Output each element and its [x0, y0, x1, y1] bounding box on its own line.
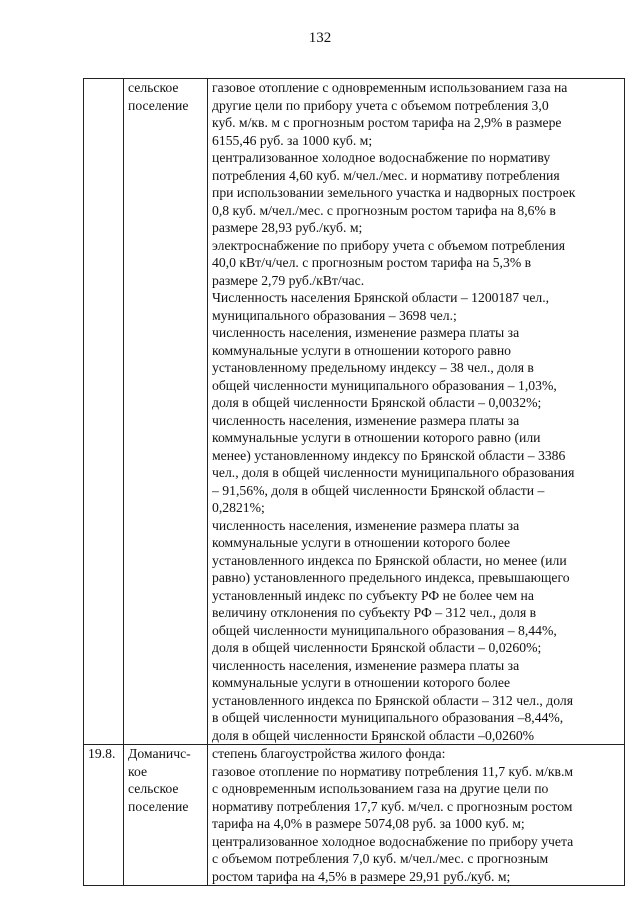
description-line: 6155,46 руб. за 1000 куб. м;: [212, 132, 373, 148]
settlement-name-cell: [124, 79, 208, 745]
description-line: газовое отопление с одновременным использованием газа на: [212, 80, 568, 95]
table-body: [84, 79, 625, 886]
description-cell: [208, 79, 625, 745]
row-number-cell: [84, 79, 124, 745]
settlement-name-cell: [124, 745, 208, 886]
description-line: равно) установленного предельного индекса, превышающего: [212, 570, 570, 585]
description-line: газовое отопление по нормативу потребления 11,7 куб. м/кв.м: [212, 763, 574, 779]
description-line: численность населения, изменение размера платы за: [212, 517, 520, 533]
description-line: коммунальные услуги в отношении которого более: [212, 675, 511, 690]
description-line: с объемом потребления 7,0 куб. м/чел./мес. с прогнозным: [212, 851, 549, 866]
description-line: при использовании земельного участка и надворных построек: [212, 185, 576, 200]
description-line: 0,2821%;: [212, 500, 265, 515]
page-number: 132: [308, 30, 332, 46]
description-line: численность населения, изменение размера платы за: [212, 412, 520, 428]
description-line: коммунальные услуги в отношении которого более: [212, 535, 511, 550]
description-line: установленного индекса по Брянской области, но менее (или: [212, 552, 567, 568]
description-line: установленный индекс по субъекту РФ не более чем на: [212, 587, 534, 603]
description-line: численность населения, изменение размера платы за: [212, 657, 520, 673]
description-line: установленного индекса по Брянской области – 312 чел., доля: [212, 692, 574, 708]
description-line: коммунальные услуги в отношении которого равно: [212, 342, 512, 358]
description-line: куб. м/кв. м с прогнозным ростом тарифа на 2,9% в размере: [212, 115, 562, 130]
description-line: общей численности муниципального образования – 8,44%,: [212, 622, 557, 638]
description-line: доля в общей численности Брянской области – 0,0032%;: [212, 395, 542, 410]
description-line: чел., доля в общей численности муниципального образования: [212, 465, 575, 480]
description-line: установленному предельному индексу – 38 чел., доля в: [212, 360, 534, 375]
description-line: Численность населения Брянской области – 1200187 чел.,: [212, 290, 550, 305]
document-table: [83, 78, 625, 886]
description-line: с одновременным использованием газа на другие цели по: [212, 781, 549, 796]
description-line: централизованное холодное водоснабжение по нормативу: [212, 150, 551, 165]
description-line: степень благоустройства жилого фонда:: [212, 746, 446, 761]
description-line: в общей численности муниципального образования –8,44%,: [212, 710, 564, 725]
description-line: размере 28,93 руб./куб. м;: [212, 220, 363, 235]
description-line: величину отклонения по субъекту РФ – 312 чел., доля в: [212, 605, 537, 620]
description-line: потребления 4,60 куб. м/чел./мес. и нормативу потребления: [212, 167, 560, 183]
description-line: общей численности муниципального образования – 1,03%,: [212, 377, 557, 393]
settlement-name-line: сельское: [128, 80, 179, 95]
description-line: централизованное холодное водоснабжение по прибору учета: [212, 833, 574, 849]
description-line: менее) установленному индексу по Брянской области – 3386: [212, 447, 566, 463]
description-line: другие цели по прибору учета с объемом потребления 3,0: [212, 97, 549, 113]
settlement-name-line: поселение: [128, 798, 189, 814]
description-line: – 91,56%, доля в общей численности Брянской области –: [212, 482, 545, 498]
description-line: доля в общей численности Брянской области – 0,0260%;: [212, 640, 542, 655]
description-line: 0,8 куб. м/чел./мес. с прогнозным ростом тарифа на 8,6% в: [212, 202, 556, 218]
description-line: нормативу потребления 17,7 куб. м/чел. с прогнозным ростом: [212, 798, 573, 814]
settlement-name-line: поселение: [128, 97, 189, 113]
table-row: [84, 79, 625, 745]
description-line: доля в общей численности Брянской области –0,0260%: [212, 727, 535, 743]
description-line: муниципального образования – 3698 чел.;: [212, 307, 457, 323]
settlement-name-line: кое: [128, 763, 148, 779]
description-line: тарифа на 4,0% в размере 5074,08 руб. за 1000 куб. м;: [212, 816, 525, 831]
description-line: коммунальные услуги в отношении которого равно (или: [212, 430, 541, 445]
settlement-name-line: Доманичс-: [128, 746, 191, 761]
description-line: ростом тарифа на 4,5% в размере 29,91 руб./куб. м;: [212, 868, 511, 884]
row-number-cell: 19.8.: [84, 745, 124, 886]
description-line: численность населения, изменение размера платы за: [212, 325, 520, 340]
description-line: размере 2,79 руб./кВт/час.: [212, 272, 365, 288]
settlement-name-line: сельское: [128, 781, 179, 796]
description-line: электроснабжение по прибору учета с объемом потребления: [212, 237, 566, 253]
description-line: 40,0 кВт/ч/чел. с прогнозным ростом тарифа на 5,3% в: [212, 255, 532, 270]
description-cell: [208, 745, 625, 886]
table-row: [84, 745, 625, 886]
